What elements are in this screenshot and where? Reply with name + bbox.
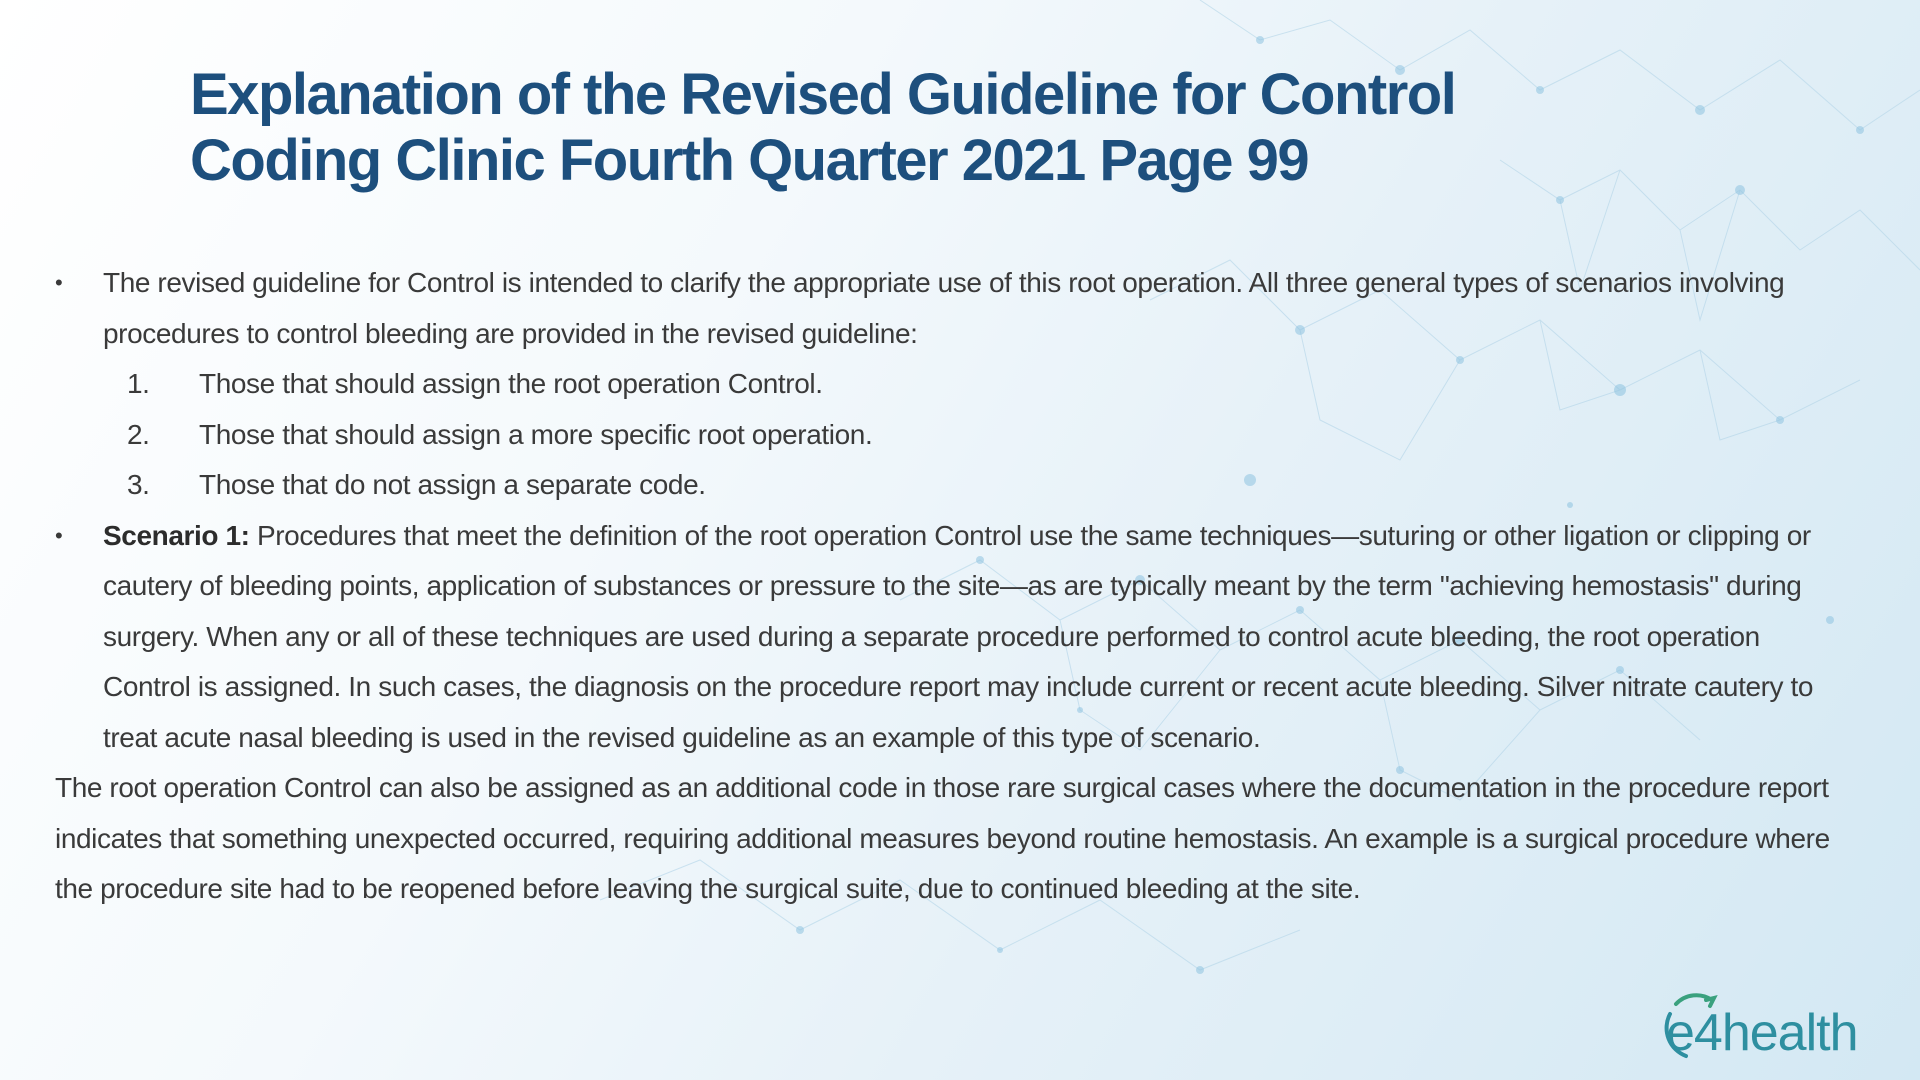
bullet-item [55, 258, 1845, 359]
list-text: Those that should assign the root operation Control. [199, 368, 823, 399]
list-number: 1. [127, 368, 150, 399]
scenario-label: Scenario 1: [103, 519, 250, 551]
slide-body [55, 258, 1845, 915]
list-item [55, 359, 1845, 410]
list-text: Those that do not assign a separate code. [199, 469, 706, 500]
title-line-2: Coding Clinic Fourth Quarter 2021 Page 99 [190, 128, 1309, 193]
e4health-logo [1662, 992, 1892, 1062]
slide-title [190, 62, 1690, 194]
bullet-text: The revised guideline for Control is intended to clarify the appropriate use of this root operation. All three general types of scenarios involving procedures to control bleeding are provided in the revised guideline: [103, 267, 1785, 349]
list-number: 3. [127, 469, 150, 500]
title-line-1: Explanation of the Revised Guideline for Control [190, 62, 1456, 127]
bullet-dot: • [55, 522, 63, 548]
list-text: Those that should assign a more specific root operation. [199, 418, 873, 450]
logo-text: e4health [1666, 1004, 1858, 1062]
bullet-item-scenario-1 [55, 511, 1845, 764]
body-paragraph: The root operation Control can also be assigned as an additional code in those rare surgical cases where the documentation in the procedure report indicates that something unexpected occurred, requiring additional measures beyond routine hemostasis. An example is a surgical procedure where the procedure site had to be reopened before leaving the surgical suite, due to continued bleeding at the site. [55, 772, 1830, 904]
scenario-text: Procedures that meet the definition of the root operation Control use the same techniques—suturing or other ligation or clipping or cautery of bleeding points, application of substances or pressure to the site—as are typically meant by the term "achieving hemostasis" during surgery. When any or all of these techniques are used during a separate procedure performed to control acute bleeding, the root operation Control is assigned. In such cases, the diagnosis on the procedure report may include current or recent acute bleeding. Silver nitrate cautery to treat acute nasal bleeding is used in the revised guideline as an example of this type of scenario. [103, 519, 1814, 753]
bullet-dot: • [55, 270, 63, 295]
list-item [55, 460, 1845, 511]
numbered-list [55, 359, 1845, 511]
list-item [55, 410, 1845, 461]
list-number: 2. [127, 418, 150, 450]
